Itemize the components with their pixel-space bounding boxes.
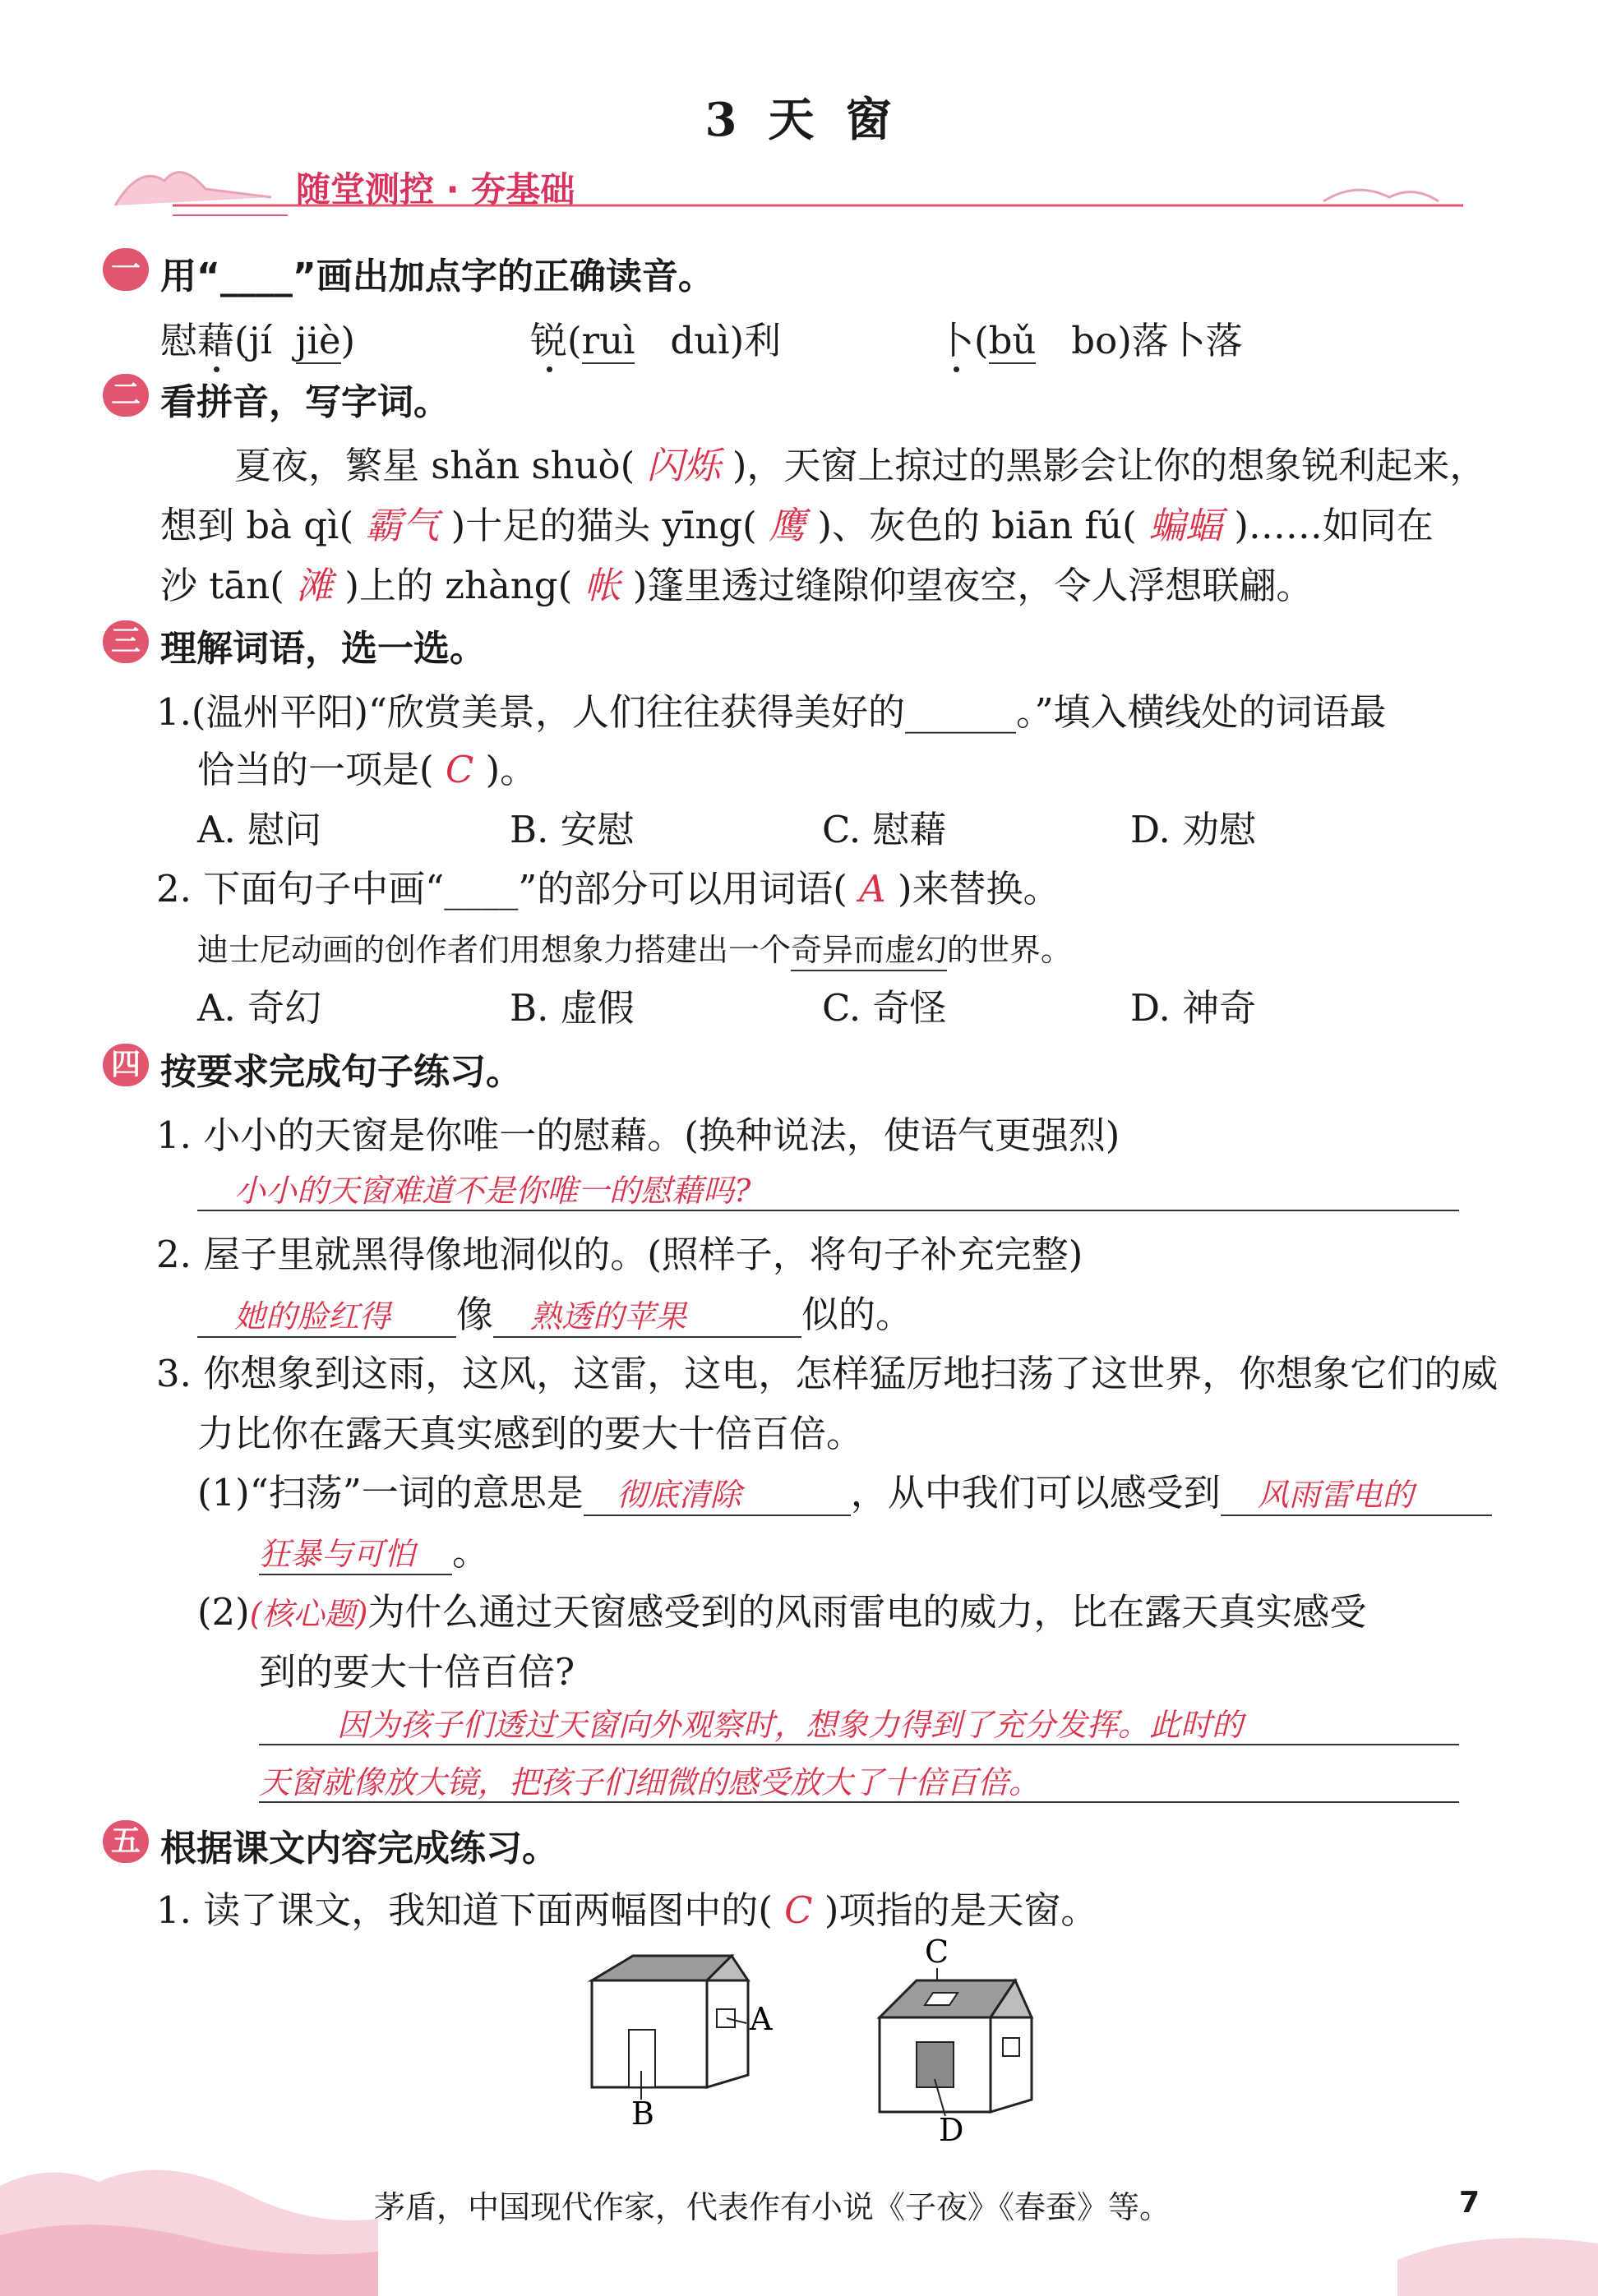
section-4-title: 按要求完成句子练习。 — [160, 1051, 522, 1093]
footer-note: 茅盾，中国现代作家，代表作有小说《子夜》《春蚕》等。 — [374, 2189, 1171, 2225]
house-figure-left — [567, 1948, 781, 2128]
q3-2-option-c: C. 奇怪 — [822, 986, 947, 1030]
q4-3-2: (2)(核心题)为什么通过天窗感受到的风雨雷电的威力，比在露天真实感受 — [197, 1590, 1367, 1634]
q3-1-stem-2: 恰当的一项是( C )。 — [197, 748, 538, 791]
label-c: C — [925, 1934, 949, 1970]
q4-3-2-cont: 到的要大十倍百倍? — [259, 1650, 575, 1694]
banner-title: 随堂测控 · 夯基础 — [296, 169, 575, 210]
q4-1-stem: 1. 小小的天窗是你唯一的慰藉。(换种说法，使语气更强烈) — [156, 1113, 1120, 1157]
section-5-icon: 五 — [103, 1820, 149, 1863]
q3-1-option-c: C. 慰藉 — [822, 808, 947, 851]
label-b: B — [631, 2095, 654, 2128]
answer-line — [197, 1210, 1459, 1211]
label-a: A — [750, 2001, 773, 2037]
q3-2-option-b: B. 虚假 — [510, 986, 635, 1030]
section-4-icon: 四 — [103, 1044, 149, 1086]
page-title: 3 天 窗 — [704, 93, 894, 147]
label-d: D — [939, 2112, 964, 2145]
page-number: 7 — [1459, 2186, 1480, 2220]
pinyin-item-3: 卜(bǔ bo)落卜落 — [937, 319, 1243, 362]
q5-1-stem: 1. 读了课文，我知道下面两幅图中的( C )项指的是天窗。 — [156, 1888, 1098, 1932]
answer-line — [259, 1801, 1459, 1803]
pinyin-line-3: 沙 tān( 滩 )上的 zhàng( 帐 )篷里透过缝隙仰望夜空，令人浮想联翩。 — [160, 564, 1314, 607]
q4-3-stem-2: 力比你在露天真实感到的要大十倍百倍。 — [197, 1412, 864, 1455]
section-3-icon: 三 — [103, 620, 149, 663]
q3-1-option-b: B. 安慰 — [510, 808, 635, 851]
q4-3-1-cont: 狂暴与可怕 。 — [259, 1530, 490, 1574]
q4-1-answer: 小小的天窗难道不是你唯一的慰藉吗? — [234, 1173, 751, 1209]
q4-2-stem: 2. 屋子里就黑得像地洞似的。(照样子，将句子补充完整) — [156, 1233, 1083, 1276]
pinyin-line-2: 想到 bà qì( 霸气 )十足的猫头 yīng( 鹰 )、灰色的 biān fú( 蝙蝠 )……如同在 — [160, 504, 1434, 547]
q4-3-stem: 3. 你想象到这雨，这风，这雷，这电，怎样猛厉地扫荡了这世界，你想象它们的威 — [156, 1352, 1499, 1395]
q3-1-option-d: D. 劝慰 — [1130, 808, 1257, 851]
pinyin-line-1: 夏夜，繁星 shǎn shuò( 闪烁 )，天窗上掠过的黑影会让你的想象锐利起来， — [234, 444, 1487, 487]
q3-2-option-a: A. 奇幻 — [197, 986, 322, 1030]
section-3-title: 理解词语，选一选。 — [160, 628, 486, 670]
pinyin-item-1: 慰藉(jí jiè) — [160, 319, 356, 362]
house-figure-right — [855, 1931, 1069, 2145]
q4-3-2-answer-1: 因为孩子们透过天窗向外观察时，想象力得到了充分发挥。此时的 — [337, 1707, 1244, 1743]
section-1-title: 用“____”画出加点字的正确读音。 — [160, 256, 714, 297]
q3-1-option-a: A. 慰问 — [197, 808, 322, 851]
answer-line — [259, 1744, 1459, 1745]
section-2-title: 看拼音，写字词。 — [160, 381, 450, 423]
q3-2-stem: 2. 下面句子中画“____”的部分可以用词语( A )来替换。 — [156, 867, 1060, 911]
q4-2-answer: 她的脸红得 像 熟透的苹果 似的。 — [197, 1284, 912, 1338]
q4-3-1: (1)“扫荡”一词的意思是 彻底清除 ，从中我们可以感受到 风雨雷电的 — [197, 1463, 1492, 1516]
section-5-title: 根据课文内容完成练习。 — [160, 1828, 558, 1870]
section-2-icon: 二 — [103, 374, 149, 417]
q3-2-sentence: 迪士尼动画的创作者们用想象力搭建出一个奇异而虚幻的世界。 — [197, 924, 1072, 971]
pinyin-item-2: 锐(ruì duì)利 — [530, 319, 782, 362]
section-1-icon: 一 — [103, 248, 149, 291]
q3-2-option-d: D. 神奇 — [1130, 986, 1257, 1030]
q3-1-stem: 1.(温州平阳)“欣赏美景，人们往往获得美好的______。”填入横线处的词语最 — [156, 690, 1387, 734]
q4-3-2-answer-2: 天窗就像放大镜，把孩子们细微的感受放大了十倍百倍。 — [259, 1764, 1041, 1800]
